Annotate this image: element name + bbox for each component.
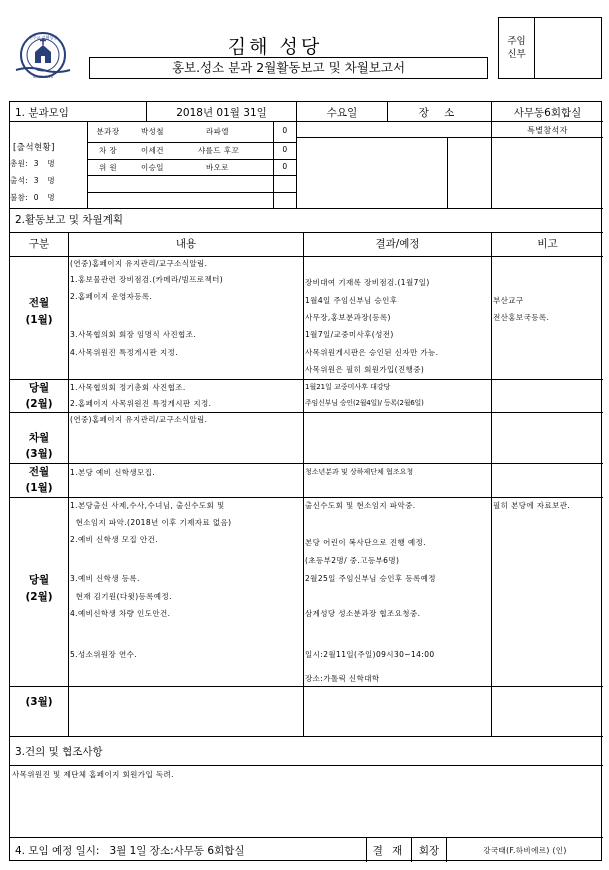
result-line: 1월7일/교중미사후(성전) [305,330,394,339]
member-count: 0 [282,162,288,171]
content-line: 현재 김기원(다윗)등록예정. [70,592,172,601]
report-subtitle: 홍보.성소 분과 2월활동보고 및 차월보고서 [89,57,488,79]
row-category: 전월 (1월) [25,466,53,494]
col-note: 비고 [537,238,558,250]
next-meeting-info: 4. 모임 예정 일시: 3월 1일 장소:사무동 6회합실 [15,845,245,857]
chair-signature[interactable]: 강국태(F.하비에르) (인) [483,846,567,855]
result-line: 출신수도회 및 현소임지 파악중. [305,501,416,510]
col-content: 내용 [175,238,197,250]
member-role: 위 원 [98,163,118,172]
row-category: 차월 (3월) [25,432,53,460]
section-activity-title: 2.활동보고 및 차월계획 [15,214,123,226]
note-line: 필히 본당에 자료보관. [493,501,571,510]
member-baptismal-name: 라파엘 [206,127,229,136]
row-category: 전월 (1월) [25,297,53,326]
section-proposals-title: 3.건의 및 협조사항 [15,746,103,758]
member-name: 이승일 [141,163,164,172]
content-line: 2.예비 신학생 모집 안건. [70,535,158,544]
svg-text:천주교 김해성당: 천주교 김해성당 [28,35,58,40]
content-line: 3.사목협의회 회장 임명식 사진협조. [70,330,197,339]
result-line: 1월4일 주임신부님 승인후 [305,296,398,305]
priest-approval-box [498,17,602,79]
chair-label: 회장 [418,845,440,857]
attendance-absent: 불참: 0 명 [10,193,55,202]
page-title: 김해 성당 [227,36,323,58]
svg-text:SINCE 1928: SINCE 1928 [33,75,53,79]
content-line: 1.본당출신 사제,수사,수녀님, 출신수도회 및 [70,501,225,510]
content-line: 5.성소위원장 연수. [70,650,138,659]
member-count: 0 [282,145,288,154]
content-line: 1.홍보물관련 장비점검.(카메라/빔프로젝터) [70,275,224,284]
section-meeting-title: 1. 분과모임 [15,107,69,119]
content-line: 1.본당 예비 신학생모집. [70,468,156,477]
note-line: 전산홍보국등록. [493,313,550,322]
result-line: 주임신부님 승인(2월4일)/ 등록(2월6일) [305,399,424,407]
attendance-label: [출석현황] [13,143,55,153]
result-line: 사무장,홍보분과장(등록) [305,313,391,322]
result-line: 청소년분과 및 상하제단체 협조요청 [305,468,414,476]
col-result: 결과/예정 [375,238,420,250]
member-baptismal-name: 바오로 [206,163,229,172]
content-line: (연중)홈페이지 유지관리/교구소식알림. [70,259,208,268]
result-line: 2월25일 주임신부님 승인후 등록예정 [305,574,436,583]
result-line: 1월21일 교중미사후 대강당 [305,383,391,391]
meeting-weekday: 수요일 [326,107,358,119]
meeting-place-label: 장 소 [418,107,461,119]
meeting-date: 2018년 01월 31일 [176,107,267,119]
content-line: 현소임지 파악.(2018년 이후 기제자료 없음) [70,518,232,527]
attendance-total: 총원: 3 명 [10,159,55,168]
result-line: (초등부2명/ 중.고등부6명) [305,556,400,565]
special-attendee-label: 특별참석자 [527,126,568,135]
row-category: (3월) [25,696,53,708]
result-line: 장소:가톨릭 신학대학 [305,674,380,683]
member-name: 박성철 [141,127,164,136]
row-category: 당월 (2월) [25,574,53,603]
result-line: 삼계성당 성소분과장 협조요청중. [305,609,421,618]
content-line: 3.예비 신학생 등록. [70,574,140,583]
result-line: 본당 어린이 복사단으로 진행 예정. [305,538,426,547]
content-line: 4.사목위원진 특정게시판 지정. [70,348,179,357]
member-role: 차 장 [98,146,118,155]
row-category: 당월 (2월) [25,382,53,410]
result-line: 사목위원은 필히 회원가입(진행중) [305,365,425,374]
content-line: (연중)홈페이지 유지관리/교구소식알림. [70,415,208,424]
member-baptismal-name: 샤를드 후꼬 [198,146,240,155]
report-form [9,101,602,861]
content-line: 1.사목협의회 정기총회 사진협조. [70,383,186,392]
col-category: 구분 [28,238,50,250]
member-count: 0 [282,126,288,135]
result-line: 일시:2월11일(주일)09시30~14:00 [305,650,435,659]
priest-signature-field[interactable] [535,18,601,78]
result-line: 사목위원게시판은 승인된 신자만 가능. [305,348,439,357]
proposals-text: 사목위원진 및 제단체 홈페이지 회원가입 독려. [12,770,174,779]
content-line: 2.홈페이지 사목위원진 특정게시판 지정. [70,399,212,408]
meeting-place: 사무동6회합실 [513,107,582,119]
note-line: 부산교구 [493,296,524,305]
member-name: 이세건 [141,146,164,155]
member-role: 분과장 [96,127,120,136]
result-line: 장비대여 기재록 장비점검.(1월7일) [305,278,430,287]
attendance-present: 출석: 3 명 [10,176,55,185]
priest-label: 주임 신부 [499,18,535,78]
content-line: 4.예비신학생 차량 인도안건. [70,609,171,618]
parish-logo [14,30,72,80]
approval-label: 결 재 [372,845,406,857]
content-line: 2.홈페이지 운영자등록. [70,292,153,301]
